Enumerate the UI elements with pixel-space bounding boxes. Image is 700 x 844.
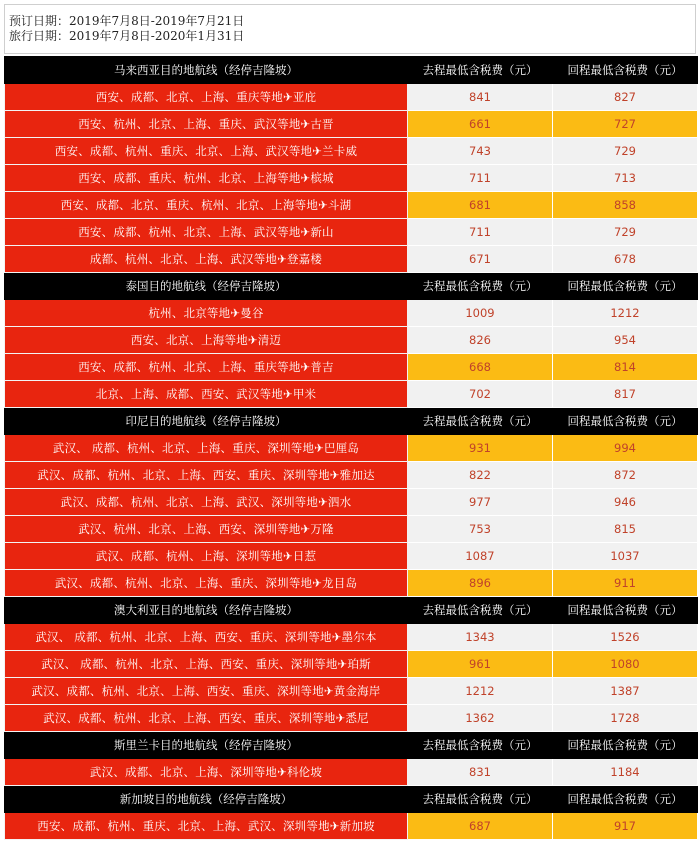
outbound-fare: 1212	[408, 678, 553, 705]
outbound-fare: 743	[408, 138, 553, 165]
section-title: 斯里兰卡目的地航线（经停吉隆坡）	[5, 732, 408, 759]
section-title: 新加坡目的地航线（经停吉隆坡）	[5, 786, 408, 813]
fare-row	[5, 435, 698, 462]
travel-period: 旅行日期：2019年7月8日-2020年1月31日	[9, 29, 245, 43]
fare-row	[5, 219, 698, 246]
outbound-fare: 831	[408, 759, 553, 786]
section-title: 泰国目的地航线（经停吉隆坡）	[5, 273, 408, 300]
outbound-fare: 1087	[408, 543, 553, 570]
section-header-row	[5, 786, 698, 813]
route-cell: 武汉、成都、杭州、北京、上海、西安、重庆、深圳等地✈悉尼	[5, 705, 408, 732]
return-fare: 827	[553, 84, 698, 111]
outbound-fare: 681	[408, 192, 553, 219]
route-cell: 武汉、 成都、杭州、北京、上海、重庆、深圳等地✈巴厘岛	[5, 435, 408, 462]
column-header-outbound: 去程最低含税费（元）	[408, 57, 553, 84]
return-fare: 917	[553, 813, 698, 840]
column-header-return: 回程最低含税费（元）	[553, 786, 698, 813]
route-cell: 西安、成都、北京、上海、重庆等地✈亚庇	[5, 84, 408, 111]
column-header-outbound: 去程最低含税费（元）	[408, 273, 553, 300]
fare-row	[5, 300, 698, 327]
section-header-row	[5, 597, 698, 624]
outbound-fare: 931	[408, 435, 553, 462]
fare-row	[5, 516, 698, 543]
outbound-fare: 711	[408, 165, 553, 192]
route-cell: 西安、成都、杭州、重庆、北京、上海、武汉等地✈兰卡威	[5, 138, 408, 165]
return-fare: 954	[553, 327, 698, 354]
column-header-return: 回程最低含税费（元）	[553, 732, 698, 759]
section-header-row	[5, 273, 698, 300]
outbound-fare: 661	[408, 111, 553, 138]
fare-row	[5, 813, 698, 840]
fare-row	[5, 111, 698, 138]
fare-row	[5, 705, 698, 732]
route-cell: 武汉、成都、杭州、北京、上海、西安、重庆、深圳等地✈黄金海岸	[5, 678, 408, 705]
return-fare: 1387	[553, 678, 698, 705]
outbound-fare: 671	[408, 246, 553, 273]
section-header-row	[5, 57, 698, 84]
return-fare: 994	[553, 435, 698, 462]
section-title: 澳大利亚目的地航线（经停吉隆坡）	[5, 597, 408, 624]
outbound-fare: 1343	[408, 624, 553, 651]
route-cell: 西安、成都、杭州、北京、上海、重庆等地✈普吉	[5, 354, 408, 381]
fare-row	[5, 462, 698, 489]
column-header-outbound: 去程最低含税费（元）	[408, 732, 553, 759]
route-cell: 武汉、成都、杭州、北京、上海、重庆、深圳等地✈龙目岛	[5, 570, 408, 597]
fare-row	[5, 651, 698, 678]
fare-row	[5, 678, 698, 705]
return-fare: 817	[553, 381, 698, 408]
outbound-fare: 841	[408, 84, 553, 111]
outbound-fare: 1009	[408, 300, 553, 327]
outbound-fare: 822	[408, 462, 553, 489]
fare-row	[5, 246, 698, 273]
fare-row	[5, 138, 698, 165]
outbound-fare: 711	[408, 219, 553, 246]
fare-table-body	[5, 57, 698, 840]
return-fare: 1080	[553, 651, 698, 678]
fare-row	[5, 327, 698, 354]
date-info-box	[4, 4, 696, 54]
return-fare: 1037	[553, 543, 698, 570]
return-fare: 729	[553, 219, 698, 246]
fare-table	[4, 56, 698, 840]
return-fare: 678	[553, 246, 698, 273]
route-cell: 北京、上海、成都、西安、武汉等地✈甲米	[5, 381, 408, 408]
column-header-outbound: 去程最低含税费（元）	[408, 597, 553, 624]
route-cell: 成都、杭州、北京、上海、武汉等地✈登嘉楼	[5, 246, 408, 273]
return-fare: 946	[553, 489, 698, 516]
outbound-fare: 687	[408, 813, 553, 840]
fare-row	[5, 354, 698, 381]
route-cell: 杭州、北京等地✈曼谷	[5, 300, 408, 327]
return-fare: 713	[553, 165, 698, 192]
route-cell: 西安、北京、上海等地✈清迈	[5, 327, 408, 354]
column-header-outbound: 去程最低含税费（元）	[408, 408, 553, 435]
fare-row	[5, 624, 698, 651]
route-cell: 西安、成都、北京、重庆、杭州、北京、上海等地✈斗湖	[5, 192, 408, 219]
route-cell: 武汉、成都、北京、上海、深圳等地✈科伦坡	[5, 759, 408, 786]
route-cell: 武汉、杭州、北京、上海、西安、深圳等地✈万隆	[5, 516, 408, 543]
return-fare: 1526	[553, 624, 698, 651]
route-cell: 西安、杭州、北京、上海、重庆、武汉等地✈古晋	[5, 111, 408, 138]
route-cell: 西安、成都、杭州、北京、上海、武汉等地✈新山	[5, 219, 408, 246]
return-fare: 815	[553, 516, 698, 543]
return-fare: 911	[553, 570, 698, 597]
column-header-return: 回程最低含税费（元）	[553, 57, 698, 84]
fare-row	[5, 381, 698, 408]
fare-row	[5, 543, 698, 570]
route-cell: 武汉、成都、杭州、北京、上海、武汉、深圳等地✈泗水	[5, 489, 408, 516]
outbound-fare: 977	[408, 489, 553, 516]
route-cell: 武汉、成都、杭州、北京、上海、西安、重庆、深圳等地✈雅加达	[5, 462, 408, 489]
return-fare: 1184	[553, 759, 698, 786]
section-title: 马来西亚目的地航线（经停吉隆坡）	[5, 57, 408, 84]
outbound-fare: 1362	[408, 705, 553, 732]
return-fare: 729	[553, 138, 698, 165]
section-header-row	[5, 408, 698, 435]
route-cell: 武汉、成都、杭州、上海、深圳等地✈日惹	[5, 543, 408, 570]
return-fare: 727	[553, 111, 698, 138]
outbound-fare: 961	[408, 651, 553, 678]
return-fare: 872	[553, 462, 698, 489]
fare-row	[5, 165, 698, 192]
return-fare: 814	[553, 354, 698, 381]
return-fare: 1728	[553, 705, 698, 732]
column-header-return: 回程最低含税费（元）	[553, 273, 698, 300]
route-cell: 西安、成都、杭州、重庆、北京、上海、武汉、深圳等地✈新加坡	[5, 813, 408, 840]
return-fare: 1212	[553, 300, 698, 327]
fare-row	[5, 84, 698, 111]
outbound-fare: 826	[408, 327, 553, 354]
fare-row	[5, 759, 698, 786]
outbound-fare: 668	[408, 354, 553, 381]
outbound-fare: 702	[408, 381, 553, 408]
route-cell: 西安、成都、重庆、杭州、北京、上海等地✈槟城	[5, 165, 408, 192]
return-fare: 858	[553, 192, 698, 219]
fare-row	[5, 570, 698, 597]
column-header-return: 回程最低含税费（元）	[553, 597, 698, 624]
route-cell: 武汉、 成都、杭州、北京、上海、西安、重庆、深圳等地✈珀斯	[5, 651, 408, 678]
route-cell: 武汉、 成都、杭州、北京、上海、西安、重庆、深圳等地✈墨尔本	[5, 624, 408, 651]
column-header-outbound: 去程最低含税费（元）	[408, 786, 553, 813]
fare-row	[5, 192, 698, 219]
column-header-return: 回程最低含税费（元）	[553, 408, 698, 435]
fare-row	[5, 489, 698, 516]
outbound-fare: 753	[408, 516, 553, 543]
section-header-row	[5, 732, 698, 759]
booking-period: 预订日期：2019年7月8日-2019年7月21日	[9, 14, 245, 28]
section-title: 印尼目的地航线（经停吉隆坡）	[5, 408, 408, 435]
outbound-fare: 896	[408, 570, 553, 597]
